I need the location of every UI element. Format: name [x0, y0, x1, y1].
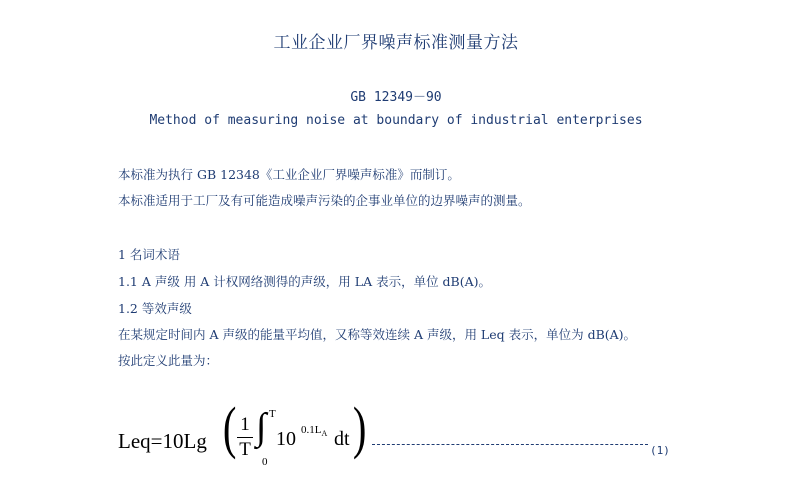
power-exponent	[301, 424, 327, 438]
section-heading-terms: 1 名词术语	[118, 247, 180, 262]
integral-sign: ∫	[256, 406, 267, 448]
leader-dashes	[372, 444, 648, 445]
clause-1-2-definition: 在某规定时间内 A 声级的能量平均值，又称等效连续 A 声级，用 Leq 表示，单位为 dB(A)。	[118, 327, 637, 342]
paragraph-purpose: 本标准为执行 GB 12348《工业企业厂界噪声标准》而制订。	[118, 167, 460, 182]
fraction	[237, 414, 253, 461]
integral-lower-limit: 0	[262, 456, 268, 468]
paragraph-scope: 本标准适用于工厂及有可能造成噪声污染的企事业单位的边界噪声的测量。	[118, 193, 531, 208]
equation-number: (1)	[650, 444, 670, 457]
fraction-numerator: 1	[240, 414, 250, 435]
formula-intro: 按此定义此量为：	[118, 353, 219, 368]
power-base: 10	[276, 428, 296, 450]
standard-number: GB 12349－90	[350, 90, 442, 105]
english-title: Method of measuring noise at boundary of industrial enterprises	[149, 113, 643, 128]
integral-upper-limit: T	[269, 408, 276, 420]
left-paren: (	[222, 395, 237, 460]
differential: dt	[334, 428, 350, 450]
exponent-subscript: A	[321, 429, 328, 439]
formula-lhs: Leq=10Lg	[118, 429, 207, 453]
exponent-text: 0.1L	[301, 424, 322, 436]
fraction-bar	[237, 437, 253, 438]
clause-1-1: 1.1 A 声级 用 A 计权网络测得的声级，用 LA 表示，单位 dB(A)。	[118, 274, 492, 289]
clause-1-2-heading: 1.2 等效声级	[118, 301, 192, 316]
right-paren: )	[352, 395, 367, 460]
document-title: 工业企业厂界噪声标准测量方法	[273, 33, 519, 53]
leq-formula	[118, 395, 718, 480]
fraction-denominator: T	[239, 439, 251, 460]
